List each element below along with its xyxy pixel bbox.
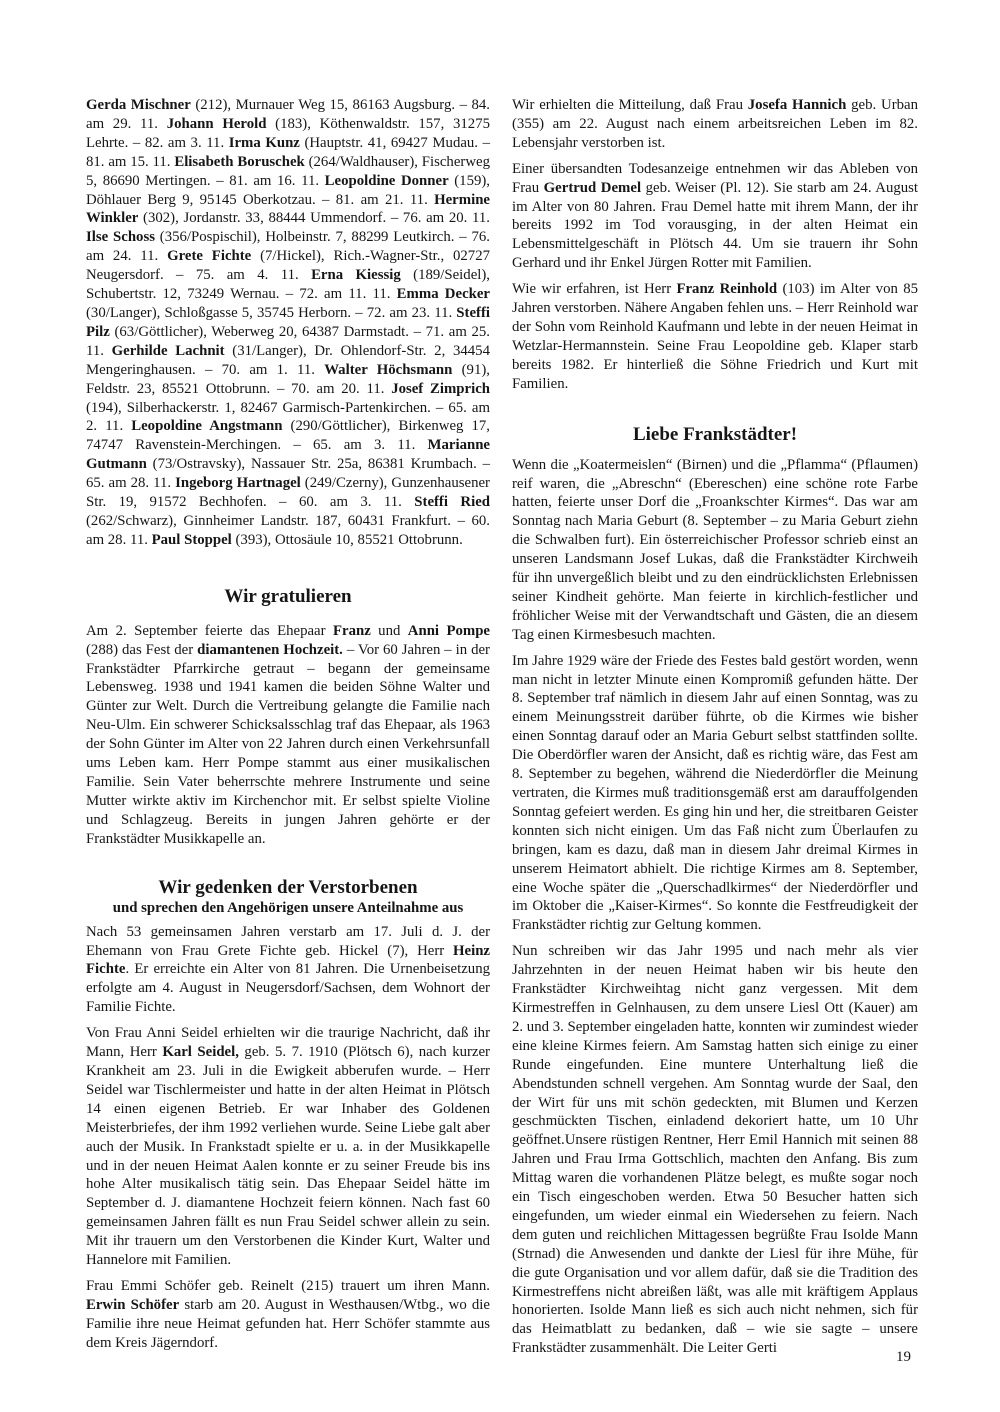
bold-name: Steffi Pilz: [86, 304, 490, 340]
bold-name: Franz Reinhold: [676, 281, 778, 298]
kirmes-paragraph-2: Im Jahre 1929 wäre der Friede des Festes bald gestört worden, wenn man nicht in letzter Minute einen Kompromiß gefunden hätte. Der 8. September traf nämlich in diesem Jahr auf einen Sonntag, was zu einem Meinungsstreit darüber führte, ob die Kirmes wie bisher einen Sonntag darauf oder an Maria Geburt selbst stattfinden sollte. Die Oberdörfler waren der Ansicht, daß es richtig wäre, das Fest am 8. September zu begehen, während die Niederdörfler die Meinung vertraten, die Kirmes muß traditionsgemäß erst am darauffolgenden Sonntag gefeiert werden. Es ging hin und her, die streitbaren Geister konnten sich nicht einigen. Um das Faß nicht zum Überlaufen zu bringen, kam es dazu, daß man in diesem Jahr dreimal Kirmes in unserem Heimatort abhielt. Die richtige Kirmes am 8. September, eine Woche später die „Querschadlkirmes“ der Niederdörfler und im Oktober die „Kaiser-Kirmes“. So konnte die Festfreudigkeit der Frankstädter richtig zur Geltung kommen.: [512, 652, 918, 934]
bold-name: Grete Fichte: [167, 248, 252, 265]
bold-name: Johann Herold: [166, 115, 267, 132]
bold-name: Paul Stoppel: [151, 531, 232, 548]
section-subheading-gedenken: und sprechen den Angehörigen unsere Anteilnahme aus: [112, 899, 464, 916]
text-run: (302), Jordanstr. 33, 88444 Ummendorf. – 76. am 20. 11.: [138, 210, 490, 227]
gedenken-paragraph-1: [86, 923, 490, 1018]
bold-name: Hermine Winkler: [86, 191, 490, 227]
text-run: (249/Czerny), Gunzenhausener Str. 19, 91572 Bechhofen. – 60. am 3. 11.: [86, 475, 490, 511]
bold-name: Anni Pompe: [407, 622, 490, 639]
bold-name: Gerhilde Lachnit: [111, 342, 225, 359]
text-run: und: [370, 622, 408, 639]
text-run: (393), Ottosäule 10, 85521 Ottobrunn.: [231, 531, 463, 548]
right-column: [512, 96, 918, 1365]
obituary-reinhold: [512, 280, 918, 393]
bold-name: Elisabeth Boruschek: [174, 153, 305, 170]
kirmes-paragraph-3: Nun schreiben wir das Jahr 1995 und nach mehr als vier Jahrzehnten in der neuen Heimat haben wir bis heute den Frankstädter Kirchweihtag nicht ganz vergessen. Mit dem Kirmestreffen in Gelnhausen, zu dem unsere Liesl Ott (Kauer) am 2. und 3. September eingeladen hatte, konnten wir zumindest wieder eine kleine Kirmes feiern. Am Samstag hatten sich einige zu einer Runde eingefunden. Eine muntere Unterhaltung ließ die Abendstunden schnell vergehen. Am Sonntag wurde der Saal, den der Wirt für uns mit schön gedeckten, mit Blumen und Kerzen geschmückten Tischen, einladend dekoriert hatte, um 10 Uhr geöffnet.Unsere rüstigen Rentner, Herr Emil Hannich mit seinen 88 Jahren und Frau Irma Gottschlich, machten den Anfang. Bis zum Mittag waren die vorhandenen Plätze belegt, es mußte sogar noch ein Tisch eingeschoben werden. Etwa 50 Besucher hatten sich eingefunden, um wieder einmal ein Wiedersehen zu feiern. Nach dem guten und reichlichen Mittagessen begrüßte Frau Isolde Mann (Strnad) die Anwesenden und dankte der Liesl für ihre Mühe, für die gute Organisation und vor allem dafür, daß sie die Tradition des Kirmestreffens nicht abreißen läßt, was alle mit kräftigem Applaus honorierten. Isolde Mann ließ es sich auch nicht nehmen, sich für das Heimatblatt zu bedanken, daß – wie sie sagte – unsere Frankstädter zusammenhält. Die Leiter Gerti: [512, 943, 918, 1357]
text-run: (212), Murnauer Weg 15, 86163 Augsburg. – 84. am 29. 11.: [86, 97, 491, 132]
text-run: – Vor 60 Jahren – in der Frankstädter Pfarrkirche getraut – begann der gemeinsame Lebensweg. 1938 und 1941 kamen die beiden Söhne Walter und Günter zur Welt. Durch die Vertreibung gelangte die Familie nach Neu-Ulm. Ein schwerer Schicksalsschlag traf das Ehepaar, als 1963 der Sohn Günter im Alter von 22 Jahren durch einen Verkehrsunfall ums Leben kam. Herr Pompe stammt aus einer musikalischen Familie. Sein Vater beherrschte mehrere Instrumente und seine Mutter wirkte aktiv im Kirchenchor mit. Er selbst spielte Violine und Schlagzeug. Bereits in jungen Jahren gehörte er der Frankstädter Musikkapelle an.: [86, 641, 490, 847]
text-run: (31/Langer), Dr. Ohlendorf-Str. 2, 34454 Mengeringhausen. – 70. am 1. 11.: [86, 342, 490, 378]
text-run: (288) das Fest der: [86, 641, 198, 658]
bold-name: Gerda Mischner: [86, 97, 191, 113]
text-run: (Hauptstr. 41, 69427 Mudau. – 81. am 15. 11.: [86, 134, 490, 170]
bold-name: Irma Kunz: [228, 134, 300, 151]
bold-name: Leopoldine Angstmann: [131, 418, 283, 435]
text-run: Wir erhielten die Mitteilung, daß Frau: [512, 97, 748, 113]
bold-name: Ingeborg Hartnagel: [175, 475, 301, 492]
text-run: (103) im Alter von 85 Jahren verstorben. Nähere Angaben fehlen uns. – Herr Reinhold war der Sohn vom Reinhold Kaufmann und lebte in der neuen Heimat in Wetzlar-Hermannstein. Seine Frau Leopoldine geb. Klaper starb bereits 1982. Er hinterließ die Söhne Friedrich und Kurt mit Familien.: [512, 281, 918, 392]
text-run: geb. Weiser (Pl. 12). Sie starb am 24. August im Alter von 80 Jahren. Frau Demel hatte mit ihrem Mann, der ihr bereits 1992 im Tod vorausging, in der alten Heimat ein Lebensmittelgeschäft in Plötsch 44. Um sie trauern ihr Sohn Gerhard und ihr Enkel Jürgen Rotter mit Familien.: [512, 179, 919, 272]
obituary-hannich: [512, 96, 918, 153]
bold-name: Erna Kiessig: [311, 267, 401, 284]
obituary-demel: [512, 160, 918, 273]
bold-name: Franz: [332, 622, 371, 639]
bold-name: Heinz Fichte: [86, 942, 490, 978]
text-run: (91), Feldstr. 23, 85521 Ottobrunn. – 70. am 20. 11.: [86, 361, 490, 397]
text-run: (183), Köthenwaldstr. 157, 31275 Lehrte. – 82. am 3. 11.: [86, 115, 491, 151]
kirmes-paragraph-1: Wenn die „Koatermeislen“ (Birnen) und die „Pflamma“ (Pflaumen) reif waren, die „Abreschn“ (Ebereschen) eine schöne rote Farbe hatten, feierte unser Dorf die „Froankschter Kirmes“. Das war am Sonntag nach Maria Geburt (8. September – zu Maria Geburt ziehn die Schwalben furt). Ein österreichischer Professor schrieb einst an unseren Landsmann Josef Lukas, daß die Frankstädter Kirchweih für ihn unvergeßlich bleibt und zu den eindrücklichsten Erlebnissen seiner Kindheit gehörte. Man feierte in kirchlich-festlicher und fröhlicher Weise mit der Verwandtschaft und Gästen, die an diesem Tag einen Kirmesbesuch machten.: [512, 456, 918, 643]
text-run: (262/Schwarz), Ginnheimer Landstr. 187, 60431 Frankfurt. – 60. am 28. 11.: [86, 512, 490, 548]
gratulieren-paragraph: [86, 622, 490, 849]
bold-name: Steffi Ried: [414, 494, 490, 511]
bold-name: Gertrud Demel: [543, 179, 642, 196]
text-run: geb. Urban (355) am 22. August nach einem arbeitsreichen Leben im 82. Lebensjahr verstorben ist.: [512, 97, 918, 151]
bold-name: diamantenen Hochzeit.: [197, 641, 343, 658]
text-run: (189/Seidel), Schubertstr. 12, 73249 Wernau. – 72. am 11. 11.: [86, 267, 490, 303]
text-run: (264/Waldhauser), Fischerweg 5, 86690 Mertingen. – 81. am 16. 11.: [86, 153, 490, 189]
section-heading-gratulieren: Wir gratulieren: [224, 585, 352, 607]
left-column: [86, 96, 490, 1360]
bold-name: Erwin Schöfer: [86, 1296, 180, 1313]
bold-name: Walter Höchsmann: [324, 361, 453, 378]
bold-name: Josefa Hannich: [747, 97, 847, 113]
section-heading-liebe-frankstaedter: Liebe Frankstädter!: [632, 423, 798, 445]
bold-name: Marianne Gutmann: [86, 437, 490, 473]
text-run: geb. 5. 7. 1910 (Plötsch 6), nach kurzer Krankheit am 23. Juli in die Ewigkeit abberufen wurde. – Herr Seidel war Tischlermeister und hatte in der alten Heimat in Plötsch 14 einen eigenen Betrieb. Er war Inhaber des Goldenen Meisterbriefes, der ihm 1992 verliehen wurde. Seine Liebe galt aber auch der Musik. In Frankstadt spielte er u. a. in der Musikkapelle und in der neuen Heimat Aalen konnte er zu seiner Freude bis ins hohe Alter musikalisch tätig sein. Das Ehepaar Seidel hätte im September d. J. diamantene Hochzeit feiern können. Nach fast 60 gemeinsamen Jahren fällt es nun Frau Seidel schwer allein zu sein. Mit ihr trauern um den Verstorbenen die Kinder Kurt, Walter und Hannelore mit Familien.: [86, 1044, 490, 1269]
text-run: . Er erreichte ein Alter von 81 Jahren. Die Urnenbeisetzung erfolgte am 4. August in Neugersdorf/Sachsen, dem Wohnort der Familie Fichte.: [86, 961, 490, 1016]
text-run: Einer übersandten Todesanzeige entnehmen wir das Ableben von Frau: [512, 160, 918, 196]
gedenken-paragraph-2: [86, 1024, 490, 1270]
text-run: (30/Langer), Schloßgasse 5, 35745 Herborn. – 72. am 23. 11.: [86, 304, 457, 321]
bold-name: Josef Zimprich: [391, 380, 490, 397]
text-run: (63/Göttlicher), Weberweg 20, 64387 Darmstadt. – 71. am 25. 11.: [86, 323, 490, 359]
text-run: (159), Döhlauer Berg 9, 95145 Oberkotzau. – 81. am 21. 11.: [86, 172, 491, 208]
text-run: Am 2. September feierte das Ehepaar: [86, 622, 333, 639]
gedenken-paragraph-3: [86, 1277, 490, 1353]
text-run: Von Frau Anni Seidel erhielten wir die traurige Nachricht, daß ihr Mann, Herr: [86, 1025, 490, 1061]
text-run: starb am 20. August in Westhausen/Wtbg., wo die Familie ihre neue Heimat gefunden hat. Herr Schöfer stammte aus dem Kreis Jägerndorf.: [86, 1296, 490, 1351]
text-run: (73/Ostravsky), Nassauer Str. 25a, 86381 Krumbach. – 65. am 28. 11.: [86, 456, 490, 492]
bold-name: Emma Decker: [396, 286, 490, 303]
bold-name: Karl Seidel,: [162, 1044, 245, 1061]
text-run: (356/Pospischil), Holbeinstr. 7, 88299 Leutkirch. – 76. am 24. 11.: [86, 229, 490, 265]
text-run: (7/Hickel), Rich.-Wagner-Str., 02727 Neugersdorf. – 75. am 4. 11.: [86, 248, 490, 284]
section-heading-gedenken: Wir gedenken der Verstorbenen: [158, 876, 418, 898]
bold-name: Leopoldine Donner: [324, 172, 449, 189]
text-run: Nach 53 gemeinsamen Jahren verstarb am 17. Juli d. J. der Ehemann von Frau Grete Fichte geb. Hickel (7), Herr: [86, 923, 490, 959]
page-number: 19: [896, 1349, 911, 1365]
text-run: (290/Göttlicher), Birkenweg 17, 74747 Ravenstein-Merchingen. – 65. am 3. 11.: [86, 418, 491, 454]
text-run: (194), Silberhackerstr. 1, 82467 Garmisch-Partenkirchen. – 65. am 2. 11.: [86, 399, 490, 435]
obituary-list: [86, 96, 490, 550]
bold-name: Ilse Schoss: [86, 229, 155, 246]
text-run: Frau Emmi Schöfer geb. Reinelt (215) trauert um ihren Mann.: [86, 1277, 490, 1294]
text-run: Wie wir erfahren, ist Herr: [512, 281, 677, 298]
